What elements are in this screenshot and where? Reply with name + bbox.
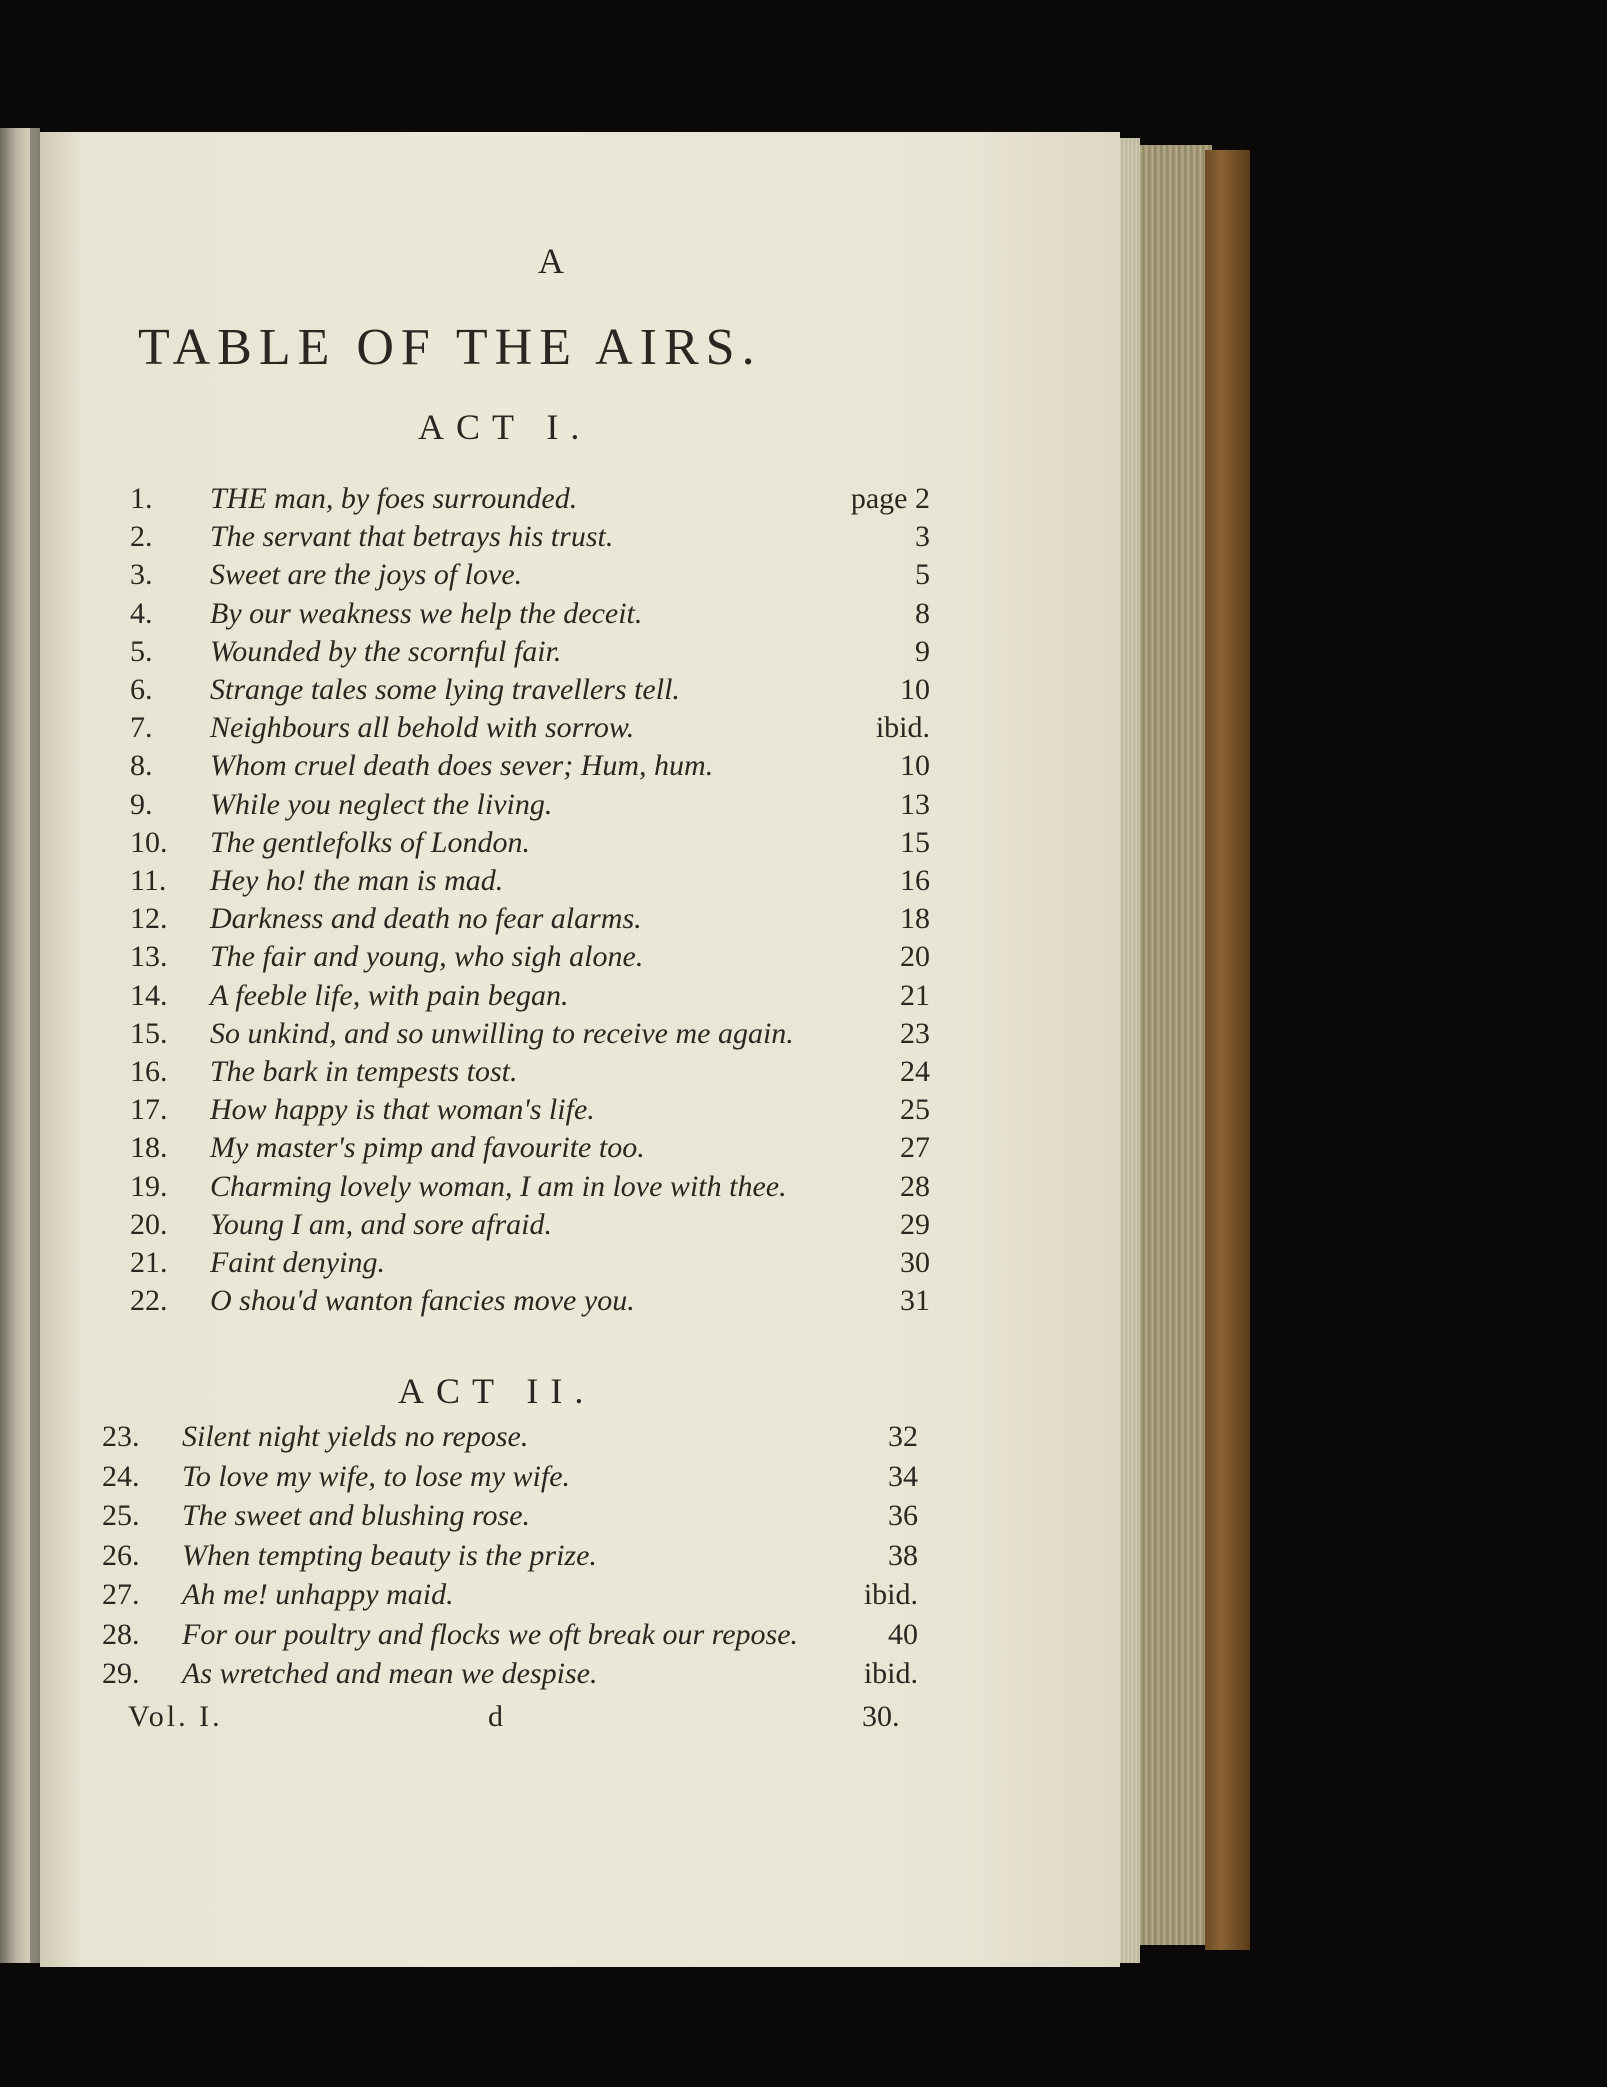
- air-number: 13.: [130, 940, 168, 974]
- list-item: [102, 1578, 918, 1616]
- air-title: Darkness and death no fear alarms.: [210, 902, 642, 936]
- air-number: 6.: [130, 673, 153, 706]
- act-heading: ACT I.: [418, 407, 592, 447]
- air-title: The gentlefolks of London.: [210, 825, 530, 859]
- page-number: 16: [900, 864, 930, 897]
- air-number: 27.: [102, 1578, 140, 1611]
- air-number: 12.: [130, 902, 168, 936]
- header-letter: A: [538, 241, 564, 281]
- list-item: [130, 597, 930, 635]
- list-item: [102, 1539, 918, 1577]
- list-item: [130, 1055, 930, 1093]
- list-item: [130, 520, 930, 558]
- air-title: O shou'd wanton fancies move you.: [210, 1284, 635, 1318]
- page-number: 23: [900, 1016, 930, 1050]
- book-cover-edge: [1205, 150, 1250, 1950]
- air-title: The fair and young, who sigh alone.: [210, 940, 644, 974]
- air-number: 21.: [130, 1246, 168, 1279]
- page-block: [1140, 145, 1212, 1945]
- page-title: TABLE OF THE AIRS.: [138, 319, 762, 376]
- page-number: 8: [915, 596, 930, 630]
- air-number: 29.: [102, 1657, 140, 1690]
- list-item: [130, 979, 930, 1017]
- air-title: To love my wife, to lose my wife.: [182, 1459, 571, 1493]
- air-number: 14.: [130, 978, 168, 1012]
- air-number: 26.: [102, 1538, 140, 1572]
- list-item: [102, 1657, 918, 1695]
- air-title: While you neglect the living.: [210, 787, 553, 821]
- page-number: 15: [900, 825, 930, 859]
- air-number: 10.: [130, 825, 168, 859]
- air-title: THE man, by foes surrounded.: [210, 482, 578, 515]
- page-number: 20: [900, 940, 930, 974]
- air-number: 20.: [130, 1207, 168, 1241]
- list-item: [130, 635, 930, 673]
- page-number: 5: [915, 558, 930, 592]
- page-number: 29: [900, 1207, 930, 1241]
- signature-mark: d: [488, 1700, 503, 1733]
- page-number: 34: [888, 1459, 918, 1493]
- list-item: [130, 749, 930, 787]
- air-title: Hey ho! the man is mad.: [210, 864, 504, 897]
- list-item: [102, 1499, 918, 1537]
- air-number: 17.: [130, 1093, 168, 1127]
- list-item: [130, 902, 930, 940]
- air-number: 18.: [130, 1131, 168, 1165]
- air-title: Wounded by the scornful fair.: [210, 634, 562, 668]
- page-number: 31: [900, 1284, 930, 1318]
- air-title: A feeble life, with pain began.: [210, 978, 569, 1012]
- air-title: Strange tales some lying travellers tell.: [210, 673, 680, 706]
- list-item: [102, 1460, 918, 1498]
- page-number: 32: [888, 1420, 918, 1453]
- page-number: 10: [900, 749, 930, 783]
- page-number: 13: [900, 787, 930, 821]
- page-number: ibid.: [875, 711, 930, 745]
- air-number: 5.: [130, 634, 153, 668]
- air-title: Young I am, and sore afraid.: [210, 1207, 552, 1241]
- air-number: 1.: [130, 482, 153, 515]
- air-title: Sweet are the joys of love.: [210, 558, 523, 592]
- air-title: As wretched and mean we despise.: [182, 1657, 598, 1690]
- page-number: 10: [900, 673, 930, 706]
- air-number: 15.: [130, 1016, 168, 1050]
- air-title: The bark in tempests tost.: [210, 1055, 518, 1088]
- air-number: 22.: [130, 1284, 168, 1318]
- air-number: 23.: [102, 1420, 140, 1453]
- air-number: 28.: [102, 1617, 140, 1651]
- page-number: 18: [900, 902, 930, 936]
- page-number: 36: [888, 1499, 918, 1532]
- list-item: [130, 826, 930, 864]
- list-item: [130, 864, 930, 902]
- page-number: ibid.: [863, 1657, 918, 1690]
- air-title: The sweet and blushing rose.: [182, 1499, 531, 1532]
- list-item: [130, 482, 930, 520]
- air-title: Faint denying.: [210, 1246, 385, 1279]
- page-number: 28: [900, 1169, 930, 1203]
- air-number: 8.: [130, 749, 153, 783]
- air-number: 24.: [102, 1459, 140, 1493]
- list-item: [130, 1284, 930, 1322]
- air-title: How happy is that woman's life.: [210, 1093, 595, 1127]
- air-number: 19.: [130, 1169, 168, 1203]
- air-number: 4.: [130, 596, 153, 630]
- air-number: 9.: [130, 787, 153, 821]
- page-number: 25: [900, 1093, 930, 1127]
- page-number: 24: [900, 1055, 930, 1088]
- list-item: [130, 673, 930, 711]
- page-number: 38: [888, 1538, 918, 1572]
- list-item: [102, 1420, 918, 1458]
- air-title: My master's pimp and favourite too.: [210, 1131, 645, 1165]
- air-title: The servant that betrays his trust.: [210, 520, 614, 554]
- page-number: 40: [888, 1617, 918, 1651]
- list-item: [102, 1618, 918, 1656]
- air-number: 11.: [130, 864, 167, 897]
- page-number: 3: [915, 520, 930, 554]
- list-item: [130, 1246, 930, 1284]
- page-fore-edge: [1120, 138, 1140, 1963]
- air-number: 25.: [102, 1499, 140, 1532]
- air-title: For our poultry and flocks we oft break our repose.: [182, 1617, 799, 1651]
- air-title: Charming lovely woman, I am in love with thee.: [210, 1169, 787, 1203]
- air-title: Neighbours all behold with sorrow.: [210, 711, 635, 745]
- page-number: 30: [900, 1246, 930, 1279]
- air-number: 2.: [130, 520, 153, 554]
- list-item: [130, 711, 930, 749]
- air-number: 7.: [130, 711, 153, 745]
- air-number: 16.: [130, 1055, 168, 1088]
- volume-label: Vol. I.: [128, 1700, 223, 1733]
- air-number: 3.: [130, 558, 153, 592]
- page-number: 27: [900, 1131, 930, 1165]
- air-title: Ah me! unhappy maid.: [182, 1578, 454, 1611]
- page-number: ibid.: [863, 1578, 918, 1611]
- page-number: 9: [915, 634, 930, 668]
- air-title: When tempting beauty is the prize.: [182, 1538, 597, 1572]
- list-item: [130, 1131, 930, 1169]
- air-title: So unkind, and so unwilling to receive me again.: [210, 1016, 794, 1050]
- page-number: page 2: [850, 482, 930, 515]
- list-item: [130, 940, 930, 978]
- act-heading: ACT II.: [398, 1371, 596, 1411]
- list-item: [130, 788, 930, 826]
- air-title: By our weakness we help the deceit.: [210, 596, 643, 630]
- air-title: Silent night yields no repose.: [182, 1420, 529, 1453]
- page-number: 21: [900, 978, 930, 1012]
- list-item: [130, 558, 930, 596]
- list-item: [130, 1017, 930, 1055]
- list-item: [130, 1208, 930, 1246]
- air-title: Whom cruel death does sever; Hum, hum.: [210, 749, 714, 783]
- list-item: [130, 1093, 930, 1131]
- list-item: [130, 1170, 930, 1208]
- catchword: 30.: [862, 1700, 900, 1733]
